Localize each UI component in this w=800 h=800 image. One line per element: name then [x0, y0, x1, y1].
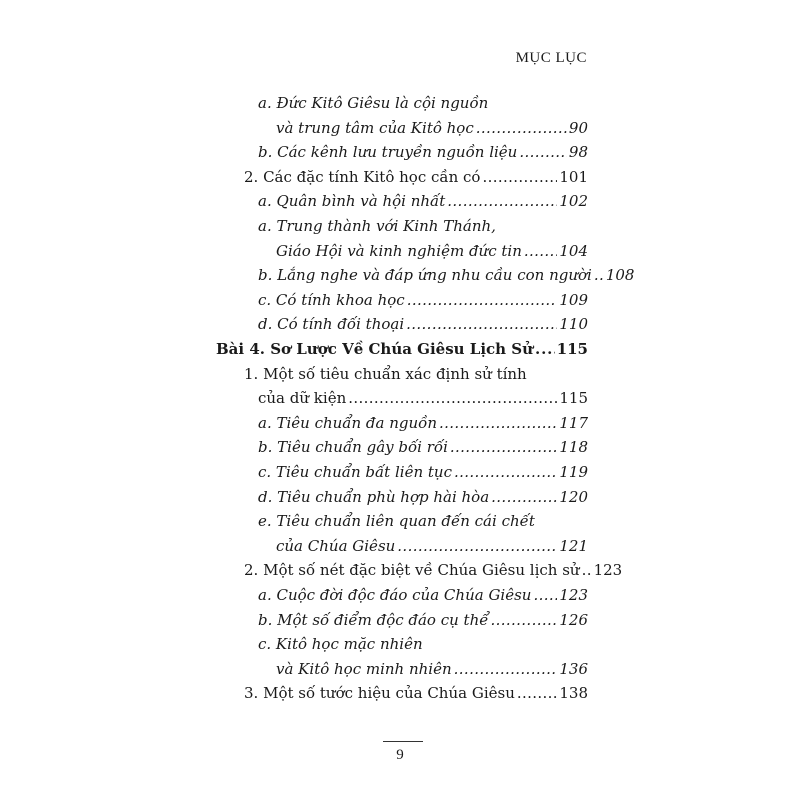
toc-entry-label: a. Đức Kitô Giêsu là cội nguồn: [258, 94, 489, 112]
toc-entry-label: a. Quân bình và hội nhất: [258, 192, 446, 211]
toc-entry-page: 110: [559, 315, 588, 334]
toc-leader-dots: [535, 338, 555, 360]
toc-leader-dots: [519, 141, 567, 163]
toc-entry-page: 115: [556, 340, 588, 358]
toc-leader-dots: [524, 240, 557, 262]
toc-entry-page: 120: [559, 487, 588, 506]
toc-entry: [244, 363, 527, 385]
toc-entry: [258, 313, 588, 335]
toc-leader-dots: [450, 436, 557, 458]
toc-entry-page: 123: [559, 586, 588, 604]
toc-entry-label: và Kitô học minh nhiên: [276, 659, 452, 678]
toc-leader-dots: [407, 289, 558, 311]
toc-entry: [258, 387, 588, 409]
toc-entry-label: a. Cuộc đời độc đáo của Chúa Giêsu: [258, 586, 532, 604]
toc-entry-label: b. Các kênh lưu truyền nguồn liệu: [258, 143, 518, 162]
toc-entry-label: d. Tiêu chuẩn phù hợp hài hòa: [258, 487, 490, 506]
toc-entry-label: 2. Một số nét đặc biệt về Chúa Giêsu lịch sử: [244, 561, 580, 580]
toc-entry: [258, 609, 588, 631]
toc-leader-dots: [490, 609, 557, 631]
toc-entry: [216, 338, 588, 360]
toc-entry: [258, 486, 588, 508]
toc-entry: [244, 559, 623, 581]
toc-entry: [258, 264, 635, 286]
toc-entry-label: 3. Một số tước hiệu của Chúa Giêsu: [244, 684, 515, 703]
toc-leader-dots: [454, 658, 558, 680]
toc-leader-dots: [533, 584, 557, 606]
toc-leader-dots: [454, 461, 557, 483]
toc-entry-page: 109: [559, 290, 588, 309]
toc-entry: [276, 658, 588, 680]
toc-entry: [258, 510, 535, 532]
toc-entry-label: 1. Một số tiêu chuẩn xác định sử tính: [244, 364, 527, 383]
toc-leader-dots: [348, 387, 557, 409]
toc-entry-label: của Chúa Giêsu: [276, 536, 396, 555]
toc-entry-label: d. Có tính đối thoại: [258, 315, 405, 334]
toc-entry-label: Giáo Hội và kinh nghiệm đức tin: [276, 241, 522, 260]
toc-entry-page: 123: [593, 561, 623, 580]
toc-entry-page: 117: [559, 413, 588, 432]
toc-entry-label: b. Một số điểm độc đáo cụ thể: [258, 610, 489, 629]
toc-entry: [258, 633, 423, 655]
toc-entry-label: a. Trung thành với Kinh Thánh,: [258, 217, 496, 235]
toc-entry: [258, 141, 588, 163]
toc-entry-label: Bài 4. Sơ Lược Về Chúa Giêsu Lịch Sử: [216, 340, 534, 358]
toc-leader-dots: [447, 190, 557, 212]
running-header: MỤC LỤC: [515, 50, 587, 66]
toc-leader-dots: [397, 535, 557, 557]
toc-entry: [258, 412, 588, 434]
toc-entry-label: b. Lắng nghe và đáp ứng nhu cầu con người: [258, 266, 592, 285]
toc-leader-dots: [406, 313, 557, 335]
toc-entry-label: 2. Các đặc tính Kitô học cần có: [244, 167, 481, 186]
toc-entry-page: 108: [605, 266, 635, 285]
toc-leader-dots: [582, 559, 592, 581]
toc-entry: [244, 166, 588, 188]
toc-entry-page: 138: [559, 684, 588, 703]
toc-entry-page: 101: [559, 167, 588, 186]
toc-entry-page: 126: [559, 610, 588, 629]
toc-entry-label: của dữ kiện: [258, 389, 347, 408]
toc-leader-dots: [439, 412, 557, 434]
toc-entry: [258, 584, 588, 606]
toc-entry-label: c. Có tính khoa học: [258, 290, 405, 309]
toc-entry: [258, 190, 588, 212]
toc-leader-dots: [594, 264, 604, 286]
toc-entry-page: 102: [559, 192, 588, 211]
toc-leader-dots: [482, 166, 557, 188]
toc-entry: [276, 117, 588, 139]
toc-entry: [258, 436, 588, 458]
toc-entry-label: c. Kitô học mặc nhiên: [258, 635, 423, 654]
toc-entry-page: 118: [559, 438, 588, 457]
page-number: 9: [396, 747, 404, 763]
toc-entry: [258, 461, 588, 483]
toc-entry-page: 121: [559, 536, 588, 555]
toc-leader-dots: [491, 486, 557, 508]
toc-entry-page: 119: [559, 463, 588, 481]
toc-entry-label: b. Tiêu chuẩn gây bối rối: [258, 438, 448, 457]
toc-entry-page: 136: [559, 659, 588, 678]
toc-entry: [276, 240, 588, 262]
toc-entry: [258, 289, 588, 311]
toc-entry: [258, 92, 488, 114]
toc-entry: [244, 682, 588, 704]
toc-entry-page: 104: [559, 241, 588, 260]
toc-leader-dots: [517, 682, 558, 704]
toc-entry: [258, 215, 496, 237]
toc-entry-page: 90: [568, 118, 588, 137]
toc-entry-label: c. Tiêu chuẩn bất liên tục: [258, 463, 452, 481]
toc-entry-label: e. Tiêu chuẩn liên quan đến cái chết: [258, 512, 535, 531]
toc-entry-label: và trung tâm của Kitô học: [276, 118, 474, 137]
toc-entry: [276, 535, 588, 557]
toc-entry-page: 98: [568, 143, 588, 162]
toc-entry-label: a. Tiêu chuẩn đa nguồn: [258, 413, 438, 432]
toc-leader-dots: [476, 117, 567, 139]
toc-entry-page: 115: [559, 389, 588, 408]
footer-rule: [383, 741, 423, 742]
